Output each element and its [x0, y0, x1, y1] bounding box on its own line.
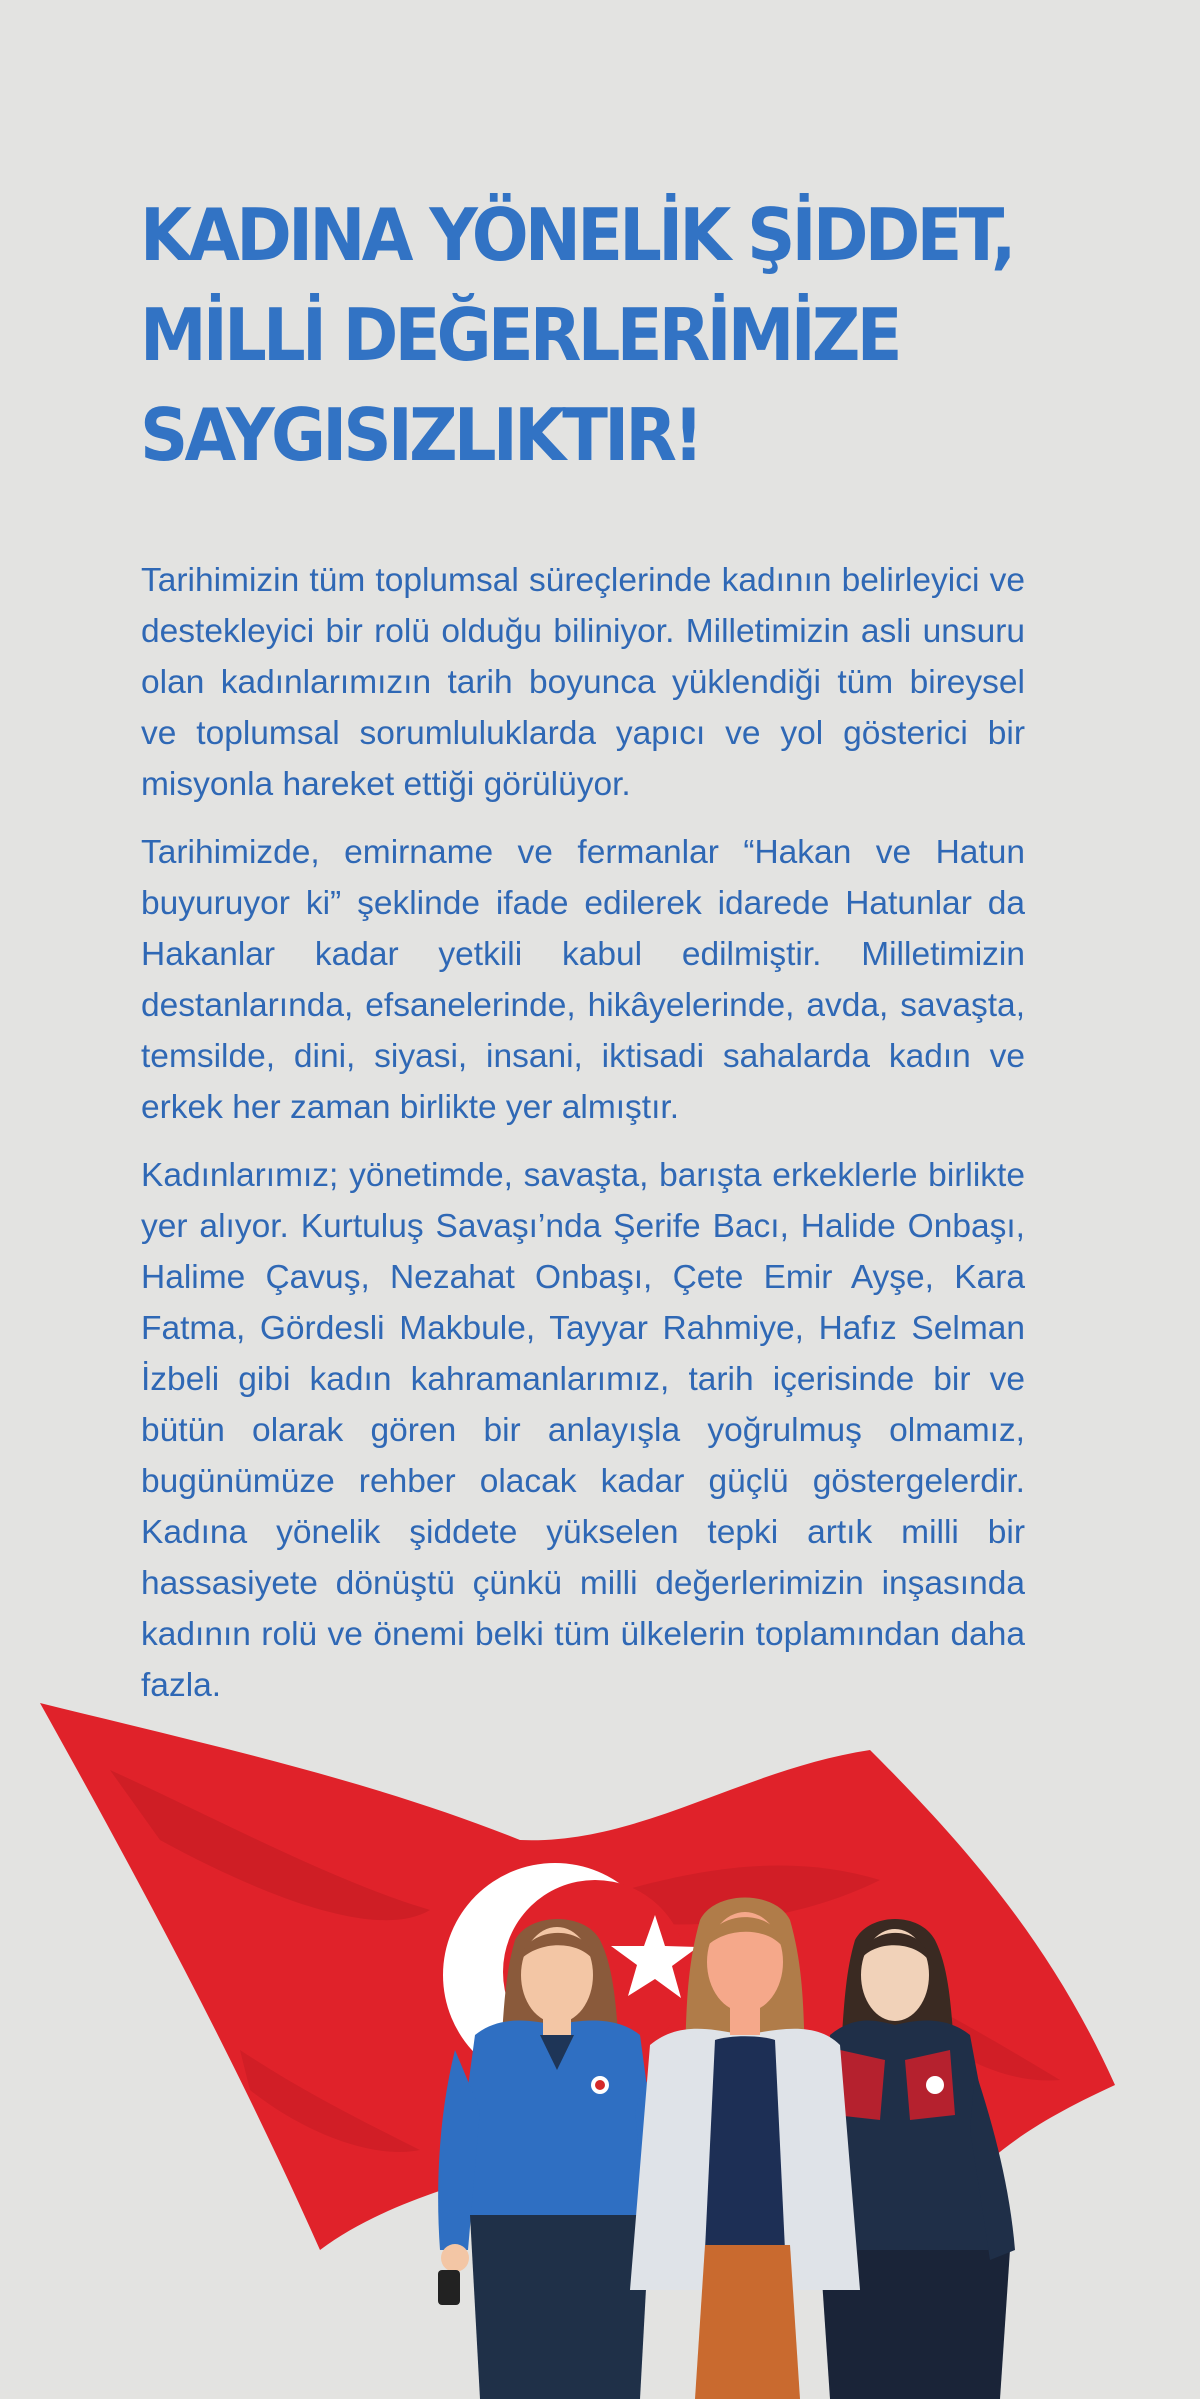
paragraph-3: Kadınlarımız; yönetimde, savaşta, barışta erkeklerle birlikte yer alıyor. Kurtuluş Savaşı’nda Şerife Bacı, Halide Onbaşı, Halime Çavuş, Nezahat Onbaşı, Çete Emir Ayşe, Kara Fatma, Gördesli Makbule, Tayyar Rahmiye, Hafız Selman İzbeli gibi kadın kahramanlarımız, tarih içerisinde bir ve bütün olarak gören bir anlayışla yoğrulmuş olmamız, bugünümüze rehber olacak kadar güçlü göstergelerdir. Kadına yönelik şiddete yükselen tepki artık milli bir hassasiyete dönüştü çünkü milli değerlerimizin inşasında kadının rolü ve önemi belki tüm ülkelerin toplamından daha fazla.: [141, 1157, 1025, 1704]
paragraph-1: Tarihimizin tüm toplumsal süreçlerinde kadının belirleyici ve destekleyici bir rolü olduğu biliniyor. Milletimizin asli unsuru olan kadınlarımızın tarih boyunca yüklendiği tüm bireysel ve toplumsal sorumluluklarda yapıcı ve yol gösterici bir misyonla hareket ettiği görülüyor.: [141, 562, 1025, 803]
title-line-2: MİLLİ DEĞERLERİMİZE: [140, 293, 899, 377]
illustration: [0, 1690, 1200, 2399]
body-text: [141, 555, 1025, 1728]
title-line-1: KADINA YÖNELİK ŞİDDET,: [140, 193, 1013, 277]
paragraph-2: Tarihimizde, emirname ve fermanlar “Hakan ve Hatun buyuruyor ki” şeklinde ifade edilerek idarede Hatunlar da Hakanlar kadar yetkili kabul edilmiştir. Milletimizin destanlarında, efsanelerinde, hikâyelerinde, avda, savaşta, temsilde, dini, siyasi, insani, iktisadi sahalarda kadın ve erkek her zaman birlikte yer almıştır.: [141, 834, 1025, 1126]
page-title: [140, 185, 1033, 485]
title-line-3: SAYGISIZLIKTIR!: [140, 393, 701, 477]
